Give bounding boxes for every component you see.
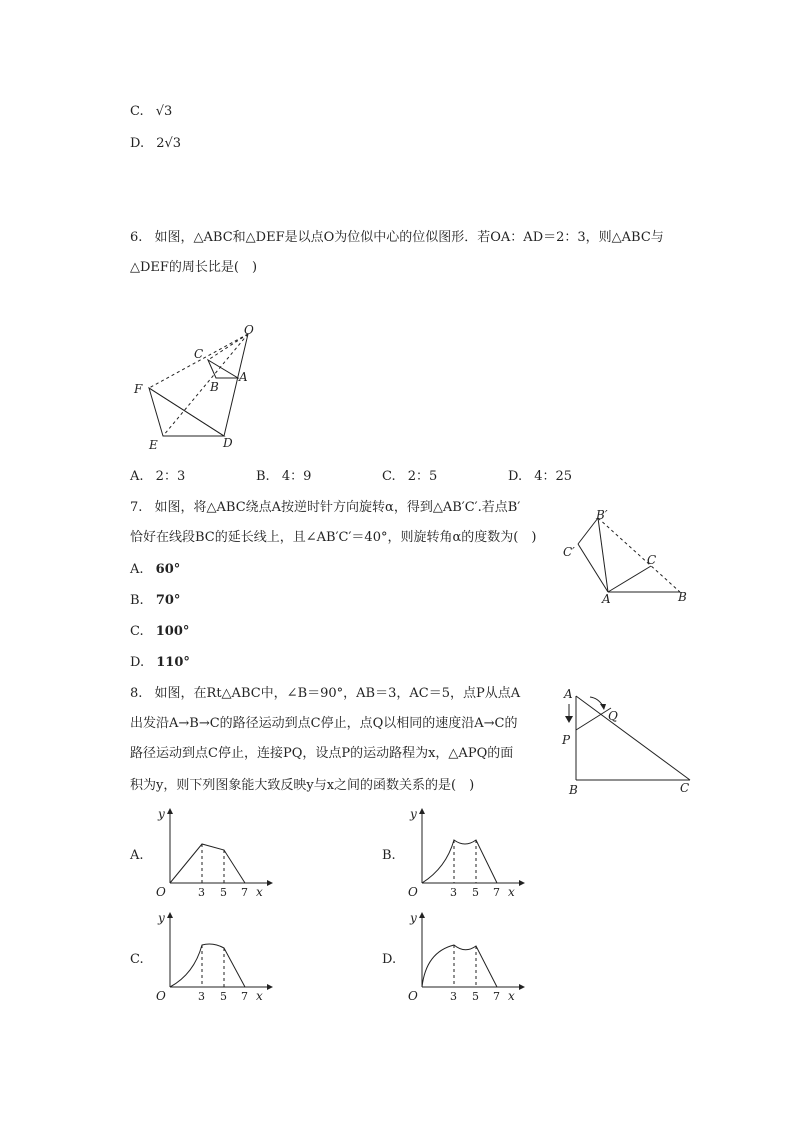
q7-option-c: C. 100° [130,624,190,639]
q8-graph-d-mark-11: 5 [472,990,479,1003]
figure-stroke-16 [576,708,611,730]
q7-label-a: A [602,592,611,606]
figure-stroke-0 [208,334,248,360]
q8-option-a-label: A. [130,848,144,863]
q8-graph-d [404,910,528,1002]
q8-graph-d-mark-12: 7 [493,990,500,1003]
q8-label-p: P [562,733,571,747]
q8-graph-b-mark-3 [419,808,425,814]
q8-graph-b-mark-4 [422,840,497,883]
q6-option-b: B. 4：9 [256,469,312,484]
q8-graph-c-mark-3 [167,912,173,918]
figure-stroke-3 [224,334,248,436]
q6-figure [120,318,270,458]
q5-option-d-value: 2√3 [156,136,182,151]
q8-graph-a-mark-8: x [256,885,263,899]
figure-stroke-7 [598,518,680,592]
q5-option-d: D. 2√3 [130,136,182,151]
q8-graph-c-mark-9: O [156,989,166,1003]
figure-stroke-12 [608,566,651,592]
q7-label-c: C [647,553,657,567]
q8-label-a: A [564,687,573,701]
q6-label-a: A [239,370,248,384]
q8-graph-d-mark-7: y [410,911,417,925]
q8-graph-d-mark-4 [422,945,497,987]
q7-label-b-prime: B′ [596,508,608,522]
q8-graph-c-mark-11: 5 [220,990,227,1003]
q8-label-q: Q [608,709,618,723]
q5-option-c: C. √3 [130,104,173,119]
figure-stroke-10 [598,518,608,592]
q8-graph-a-mark-7: y [158,807,165,821]
q7-option-b: B. 70° [130,593,181,608]
q8-graph-d-mark-8: x [508,989,515,1003]
q8-graph-a [152,806,276,898]
figure-stroke-18 [565,716,573,723]
q6-option-c: C. 2：5 [382,469,438,484]
q8-graph-b-mark-10: 3 [450,886,457,899]
q8-stem-line4: 积为y，则下列图象能大致反映y与x之间的函数关系的是( ) [130,778,475,793]
q8-graph-b [404,806,528,898]
q8-figure [556,684,706,799]
q8-graph-d-mark-10: 3 [450,990,457,1003]
q6-option-d: D. 4：25 [508,469,573,484]
figure-stroke-8 [578,518,598,544]
q8-graph-c-mark-12: 7 [241,990,248,1003]
q8-graph-b-mark-8: x [508,885,515,899]
q7-stem-line2: 恰好在线段BC的延长线上，且∠AB′C′＝40°，则旋转角α的度数为( ) [130,530,537,545]
q8-graph-a-mark-9: O [156,885,166,899]
q8-graph-d-mark-3 [419,912,425,918]
q8-graph-d-mark-1 [519,984,525,990]
q8-graph-a-mark-3 [167,808,173,814]
figure-stroke-15 [576,696,690,780]
q6-option-a: A. 2：3 [130,469,186,484]
q6-label-b: B [210,380,219,394]
q8-graph-a-mark-10: 3 [198,886,205,899]
q6-label-o: O [244,323,254,337]
q8-graph-a-mark-1 [267,880,273,886]
figure-stroke-6 [149,388,224,436]
q8-stem-line2: 出发沿A→B→C的路径运动到点C停止，点Q以相同的速度沿A→C的 [130,716,518,731]
q8-graph-c-mark-10: 3 [198,990,205,1003]
q8-option-d-label: D. [382,952,397,967]
q7-figure [556,506,706,606]
q8-label-b: B [569,783,578,797]
figure-stroke-2 [163,334,248,436]
q8-graph-a-mark-11: 5 [220,886,227,899]
q8-stem: 8. 如图，在Rt△ABC中，∠B＝90°，AB＝3，AC＝5，点P从点A [130,686,521,701]
q8-graph-b-mark-7: y [410,807,417,821]
q8-graph-d-mark-9: O [408,989,418,1003]
q7-stem: 7. 如图，将△ABC绕点A按逆时针方向旋转α，得到△AB′C′.若点B′ [130,500,521,515]
q7-option-d: D. 110° [130,655,190,670]
q6-label-e: E [149,438,158,452]
figure-stroke-1 [149,334,248,388]
q8-graph-c-mark-1 [267,984,273,990]
q8-stem-line3: 路径运动到点C停止，连接PQ，设点P的运动路程为x，△APQ的面 [130,746,514,761]
q7-option-a: A. 60° [130,562,181,577]
q8-graph-c [152,910,276,1002]
q6-stem: 6. 如图，△ABC和△DEF是以点O为位似中心的位似图形．若OA：AD＝2：3，则△ABC与 [130,230,664,245]
q7-label-b: B [678,590,687,604]
q8-graph-b-mark-12: 7 [493,886,500,899]
q8-graph-c-mark-7: y [158,911,165,925]
q8-graph-a-mark-12: 7 [241,886,248,899]
q6-stem-line2: △DEF的周长比是( ) [130,260,258,275]
q8-graph-b-mark-11: 5 [472,886,479,899]
q8-option-c-label: C. [130,952,144,967]
q8-graph-c-mark-8: x [256,989,263,1003]
q8-graph-c-mark-4 [170,944,245,987]
q6-label-f: F [134,382,143,396]
q8-label-c: C [680,781,690,795]
q6-label-c: C [194,347,204,361]
figure-stroke-4 [208,360,238,378]
q8-graph-b-mark-9: O [408,885,418,899]
figure-stroke-20 [600,704,606,710]
figure-stroke-9 [578,544,608,592]
q8-graph-a-mark-4 [170,844,245,883]
q8-option-b-label: B. [382,848,396,863]
q5-option-c-value: √3 [155,104,173,119]
q8-graph-b-mark-1 [519,880,525,886]
q6-label-d: D [223,436,233,450]
q7-label-c-prime: C′ [563,545,575,559]
